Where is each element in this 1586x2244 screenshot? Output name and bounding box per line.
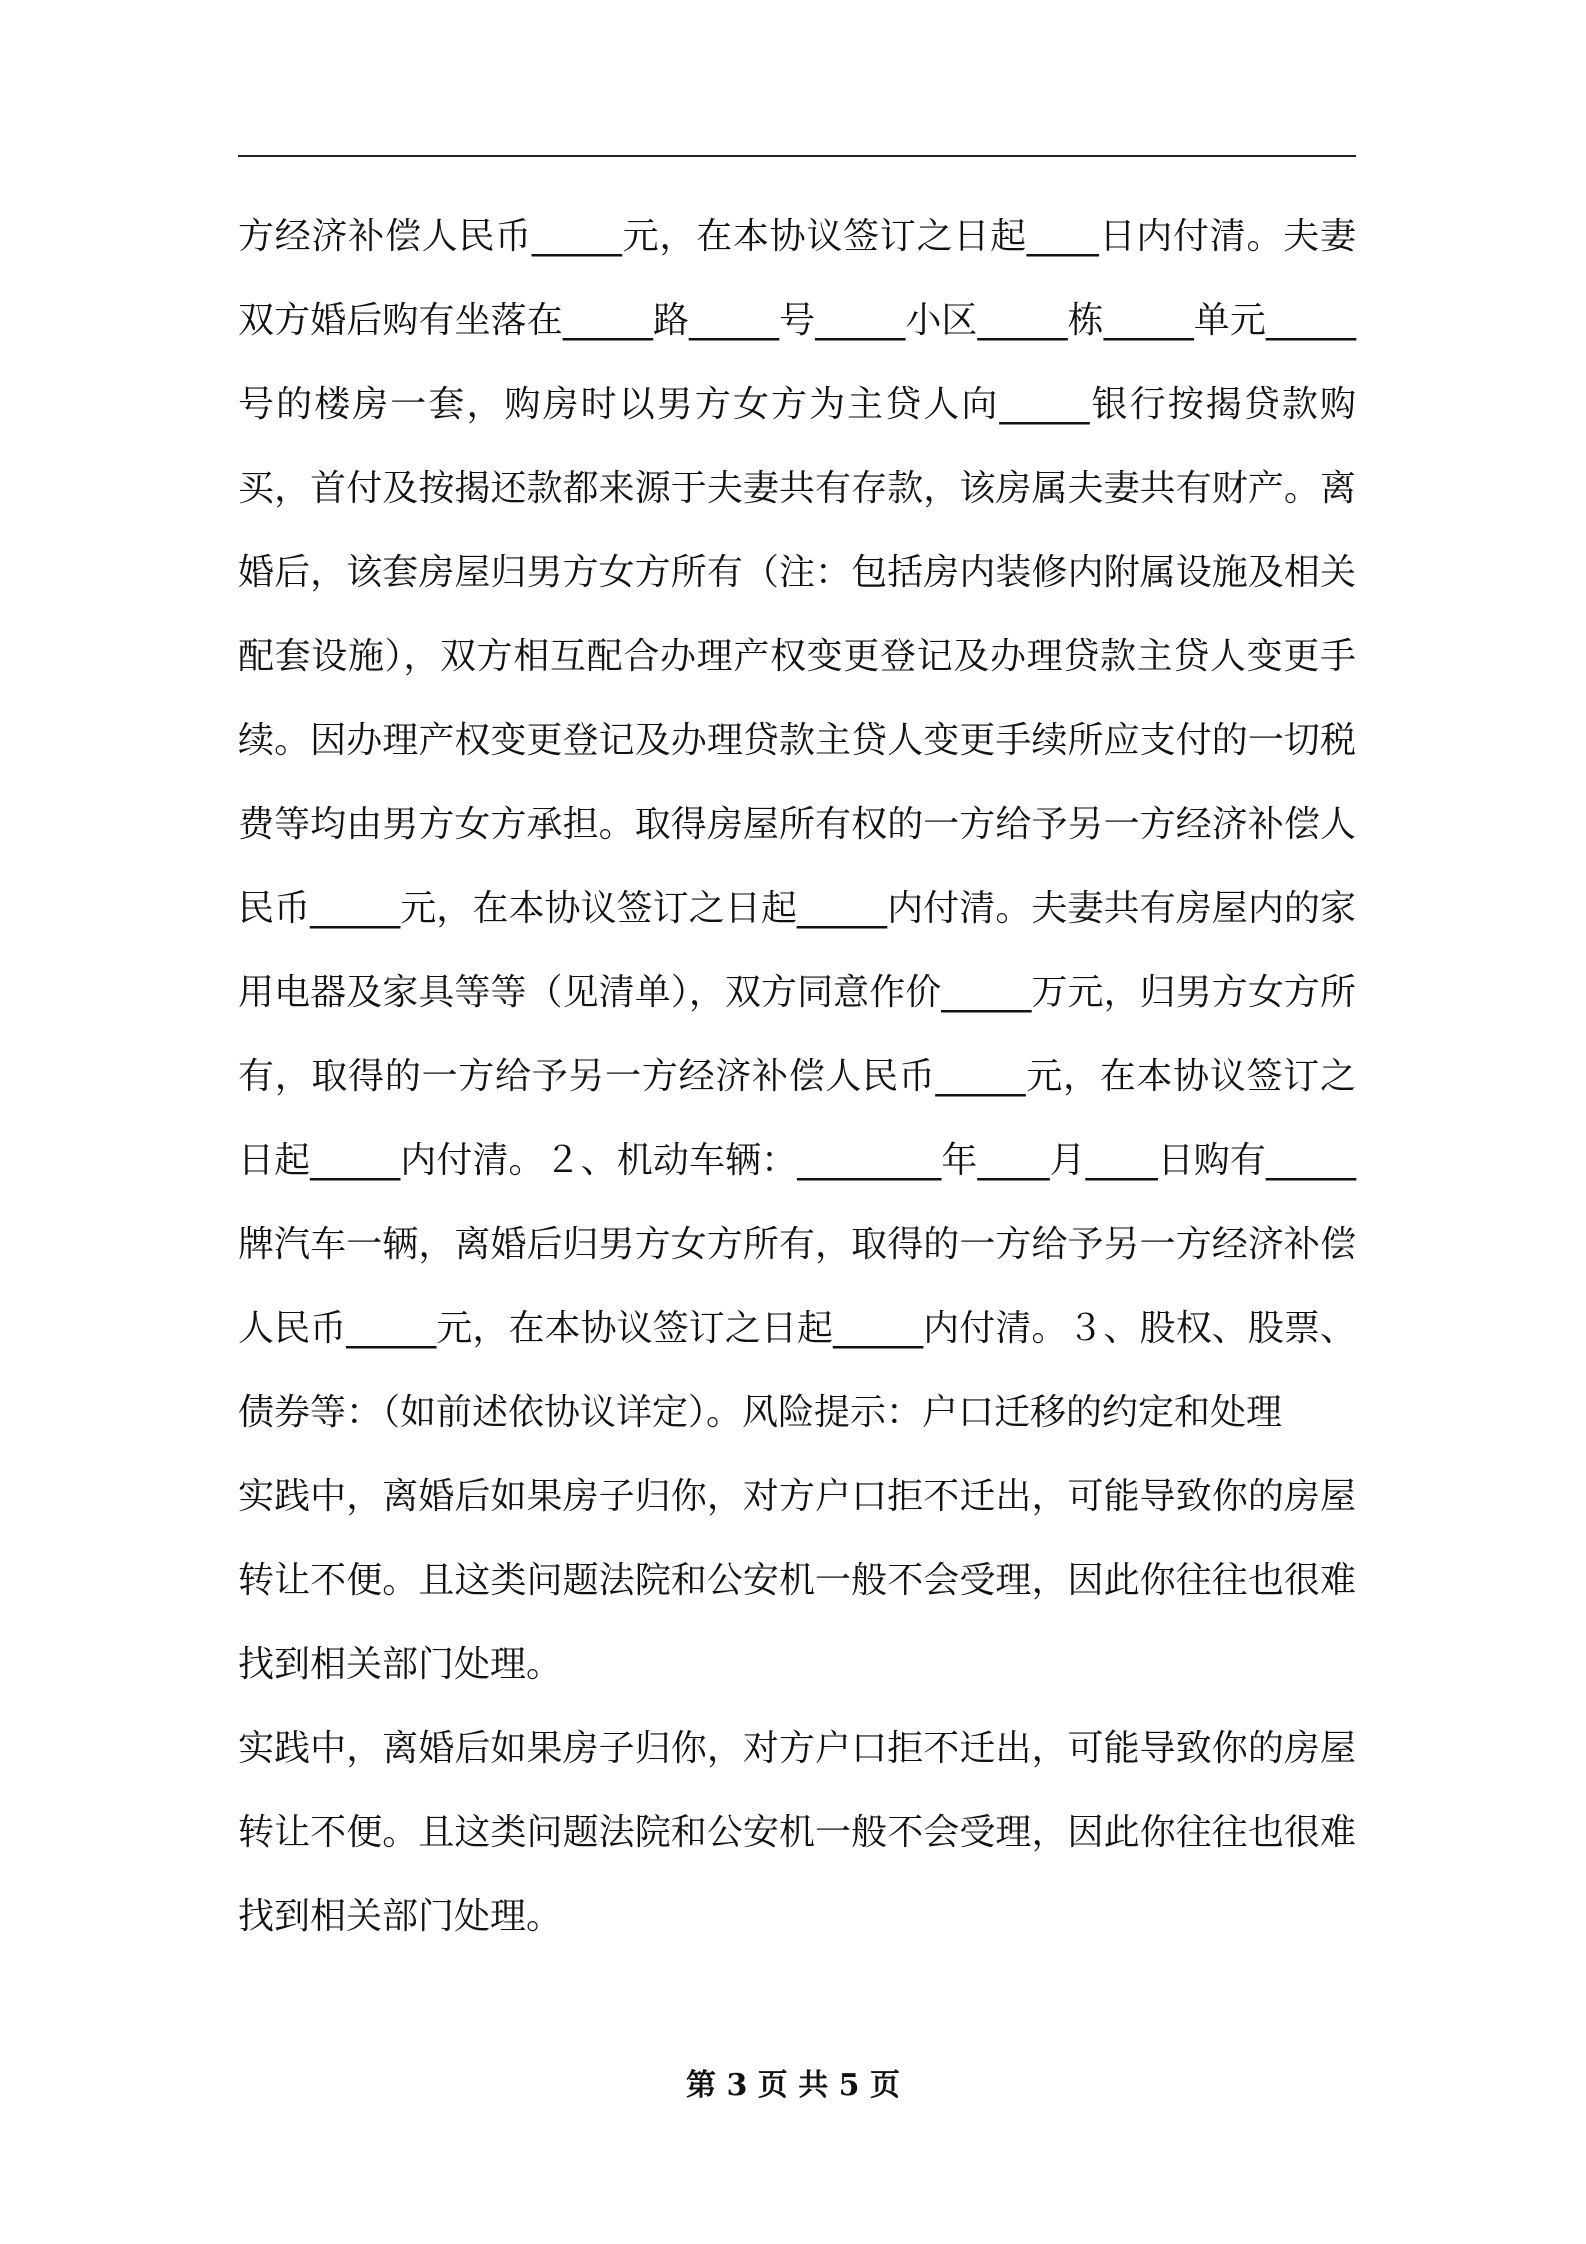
paragraph-1: 方经济补偿人民币_____元，在本协议签订之日起____日内付清。夫妻双方婚后购有坐落在_____路_____号_____小区_____栋_____单元_____号的楼房一套，购房时以男方女方为主贷人向_____银行按揭贷款购买，首付及按揭还款都来源于夫妻共有存款，该房属夫妻共有财产。离婚后，该套房屋归男方女方所有（注：包括房内装修内附属设施及相关配套设施），双方相互配合办理产权变更登记及办理贷款主贷人变更手续。因办理产权变更登记及办理贷款主贷人变更手续所应支付的一切税费等均由男方女方承担。取得房屋所有权的一方给予另一方经济补偿人民币_____元，在本协议签订之日起_____内付清。夫妻共有房屋内的家用电器及家具等等（见清单），双方同意作价_____万元，归男方女方所有，取得的一方给予另一方经济补偿人民币_____元，在本协议签订之日起_____内付清。２、机动车辆：________年____月____日购有_____牌汽车一辆，离婚后归男方女方所有，取得的一方给予另一方经济补偿人民币_____元，在本协议签订之日起_____内付清。３、股权、股票、债券等：（如前述依协议详定）。风险提示：户口迁移的约定和处理 bbox=[238, 216, 1356, 1433]
page-number: 第 3 页 共 5 页 bbox=[686, 2068, 900, 2103]
header-divider bbox=[238, 155, 1356, 157]
paragraph-2: 实践中，离婚后如果房子归你，对方户口拒不迁出，可能导致你的房屋转让不便。且这类问题法院和公安机一般不会受理，因此你往往也很难找到相关部门处理。 bbox=[238, 1476, 1356, 1685]
document-body bbox=[238, 195, 1356, 1959]
paragraph-3: 实践中，离婚后如果房子归你，对方户口拒不迁出，可能导致你的房屋转让不便。且这类问题法院和公安机一般不会受理，因此你往往也很难找到相关部门处理。 bbox=[238, 1728, 1356, 1937]
